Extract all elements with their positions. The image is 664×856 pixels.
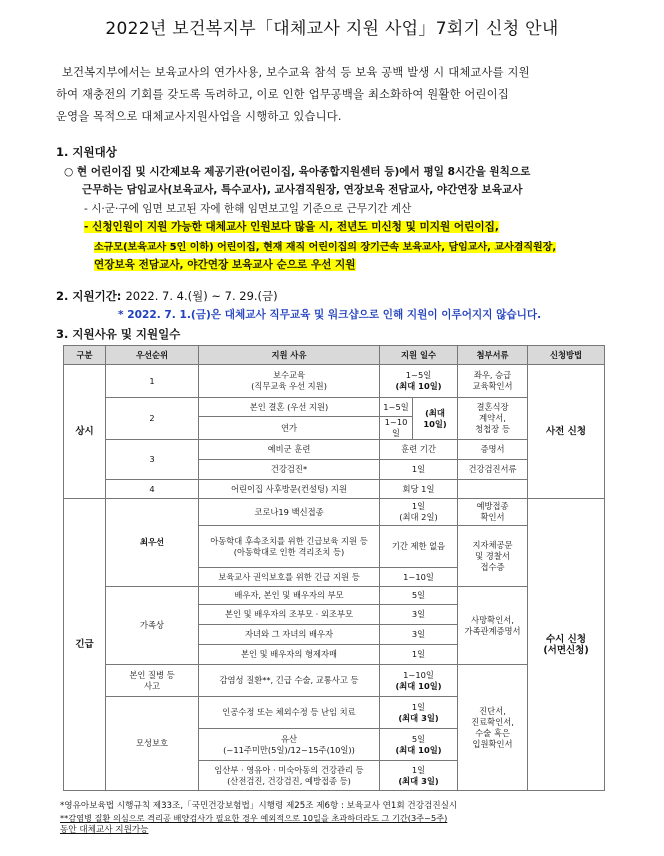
priority-cell: 1 <box>106 365 199 398</box>
reason-cell: 본인 결혼 (우선 지원) <box>199 398 380 417</box>
reason-cell: 임산부 · 영유아 · 미숙아동의 건강관리 등 (산전검진, 건강검진, 예방접종 등) <box>199 761 380 791</box>
priority-cell: 3 <box>106 440 199 480</box>
days-cell: 3일 <box>380 625 458 645</box>
col-header: 우선순위 <box>106 346 199 365</box>
priority-cell: 최우선 <box>106 499 199 587</box>
table-row <box>64 365 605 398</box>
docs-cell: 증명서 <box>458 440 528 460</box>
priority-cell: 4 <box>106 480 199 499</box>
intro-line: 보건복지부에서는 보육교사의 연가사용, 보수교육 참석 등 보육 공백 발생 시 대체교사를 지원 <box>62 66 530 79</box>
priority-note-1: - 신청인원이 지원 가능한 대체교사 인원보다 많을 시, 전년도 미신청 및 미지원 어린이집, <box>84 221 499 233</box>
priority-cell: 본인 질병 등 사고 <box>106 665 199 697</box>
days-cell: 회당 1일 <box>380 480 458 499</box>
priority-cell: 2 <box>106 398 199 440</box>
footnote-2-cont: 동안 대체교사 지원가능 <box>60 825 149 835</box>
reason-cell: 감염성 질환**, 긴급 수술, 교통사고 등 <box>199 665 380 697</box>
table-row <box>64 499 605 526</box>
docs-cell: 지자체공문 및 경찰서 접수증 <box>458 526 528 587</box>
reason-cell: 배우자, 본인 및 배우자의 부모 <box>199 587 380 605</box>
days-cell: 1~5일 <box>380 398 413 417</box>
reason-cell: 자녀와 그 자녀의 배우자 <box>199 625 380 645</box>
docs-cell <box>458 480 528 499</box>
reason-cell: 유산 (~11주미만(5일)/12~15주(10일)) <box>199 729 380 761</box>
priority-note-3: 연장보육 전담교사, 야간연장 보육교사 순으로 우선 지원 <box>94 259 356 271</box>
docs-cell: 결혼식장 계약서, 청첩장 등 <box>458 398 528 440</box>
period-label: 2. 지원기간: <box>56 289 122 303</box>
reason-cell: 인공수정 또는 체외수정 등 난임 치료 <box>199 697 380 729</box>
reason-cell: 연가 <box>199 417 380 440</box>
days-cell: 훈련 기간 <box>380 440 458 460</box>
section-1-heading: 1. 지원대상 <box>56 145 117 159</box>
table-row <box>64 587 605 605</box>
days-cell: 1일 <box>380 460 458 480</box>
priority-cell: 가족상 <box>106 587 199 665</box>
max-days-cell: (최대 10일) <box>413 398 458 440</box>
days-cell: 1~10일 (최대 10일) <box>380 665 458 697</box>
footnotes <box>60 800 620 836</box>
col-header: 신청방법 <box>528 346 605 365</box>
docs-cell: 진단서, 진료확인서, 수술 혹은 입원확인서 <box>458 665 528 791</box>
footnote-2: **감염병 질환 의심으로 격리공 배양검사가 필요한 경우 예외적으로 10일을 초과하더라도 그 기간(3주~5주) <box>60 813 448 823</box>
reason-cell: 보육교사 권익보호를 위한 긴급 지원 등 <box>199 568 380 587</box>
reason-cell: 본인 및 배우자의 조부모 · 외조부모 <box>199 605 380 625</box>
days-cell: 기간 제한 없음 <box>380 526 458 568</box>
priority-cell: 모성보호 <box>106 697 199 791</box>
days-cell: 1일 (최대 3일) <box>380 697 458 729</box>
table-row <box>64 480 605 499</box>
method-regular: 사전 신청 <box>528 365 605 499</box>
reason-cell: 보수교육 (직무교육 우선 지원) <box>199 365 380 398</box>
method-urgent: 수시 신청 (서면신청) <box>528 499 605 791</box>
days-cell: 3일 <box>380 605 458 625</box>
reason-cell: 아동학대 후속조치를 위한 긴급보육 지원 등 (아동학대로 인한 격리조치 등) <box>199 526 380 568</box>
days-cell: 5일 (최대 10일) <box>380 729 458 761</box>
docs-cell: 좌우, 승급 교육확인서 <box>458 365 528 398</box>
reason-cell: 코로나19 백신접종 <box>199 499 380 526</box>
table-row <box>64 398 605 417</box>
intro-line: 운영을 목적으로 대체교사지원사업을 시행하고 있습니다. <box>56 110 342 123</box>
reason-cell: 예비군 훈련 <box>199 440 380 460</box>
docs-cell: 건강검진서류 <box>458 460 528 480</box>
period-notice: * 2022. 7. 1.(금)은 대체교사 직무교육 및 워크샵으로 인해 지원이 이루어지지 않습니다. <box>118 309 542 321</box>
reason-cell: 어린이집 사후방문(컨설팅) 지원 <box>199 480 380 499</box>
footnote-1: *영유아보육법 시행규칙 제33조,「국민건강보험법」시행령 제25조 제6항 : 보육교사 연1회 건강검진실시 <box>60 801 458 811</box>
docs-cell: 사망확인서, 가족관계증명서 <box>458 587 528 665</box>
intro-line: 하여 재충전의 기회를 갖도록 독려하고, 이로 인한 업무공백을 최소화하여 원활한 어린이집 <box>56 88 509 101</box>
intro-paragraph <box>56 62 616 128</box>
reason-cell: 본인 및 배우자의 형제자매 <box>199 645 380 665</box>
days-cell: 5일 <box>380 587 458 605</box>
days-cell: 1일 <box>380 645 458 665</box>
col-header: 지원 일수 <box>380 346 458 365</box>
priority-note-2: 소규모(보육교사 5인 이하) 어린이집, 현재 재직 어린이집의 장기근속 보육교사, 담임교사, 교사겸직원장, <box>94 242 557 253</box>
col-header: 지원 사유 <box>199 346 380 365</box>
table-row <box>64 665 605 697</box>
period-value: 2022. 7. 4.(월) ~ 7. 29.(금) <box>125 289 278 303</box>
target-bullet-cont: 근무하는 담임교사(보육교사, 특수교사), 교사겸직원장, 연장보육 전담교사, 야간연장 보육교사 <box>82 184 523 196</box>
category-regular: 상시 <box>64 365 106 499</box>
reason-cell: 건강검진* <box>199 460 380 480</box>
category-urgent: 긴급 <box>64 499 106 791</box>
days-cell: 1~10일 <box>380 568 458 587</box>
target-bullet: ○ 현 어린이집 및 시간제보육 제공기관(어린이집, 육아종합지원센터 등)에서 평일 8시간을 원칙으로 <box>64 166 531 178</box>
section-2-heading <box>56 288 278 304</box>
table-row <box>64 440 605 460</box>
days-cell: 1~5일 (최대 10일) <box>380 365 458 398</box>
table-header-row <box>64 346 605 365</box>
page-title: 2022년 보건복지부「대체교사 지원 사업」7회기 신청 안내 <box>105 19 559 39</box>
col-header: 구분 <box>64 346 106 365</box>
days-cell: 1~10일 <box>380 417 413 440</box>
days-cell: 1일 (최대 2일) <box>380 499 458 526</box>
col-header: 첨부서류 <box>458 346 528 365</box>
section-3-heading: 3. 지원사유 및 지원일수 <box>56 327 181 341</box>
support-table <box>63 345 605 791</box>
docs-cell: 예방접종 확인서 <box>458 499 528 526</box>
target-sub-1: - 시·군·구에 임면 보고된 자에 한해 임면보고일 기준으로 근무기간 계산 <box>84 203 412 215</box>
days-cell: 1일 (최대 3일) <box>380 761 458 791</box>
